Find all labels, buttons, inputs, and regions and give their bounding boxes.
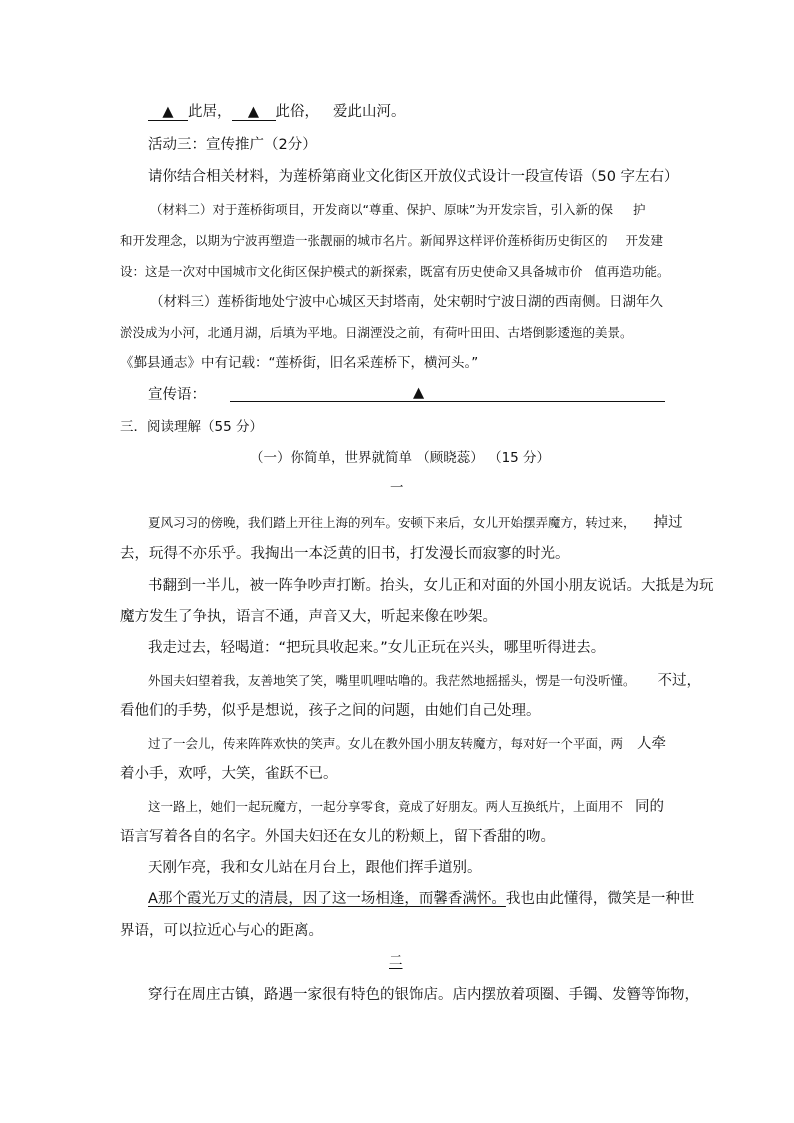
answer-line: ▲ 此居， ▲ 此俗， 爱此山河。 [148,105,406,121]
material2-line: 设：这是一次对中国城市文化街区保护模式的新探索，既富有历史使命又具备城市价 值再造功能。 [120,264,670,279]
slogan-label: 宣传语： [148,387,206,403]
section-title: 三．阅读理解（55 分） [120,419,263,435]
triangle-mark-icon: ▲ [162,104,174,120]
paragraph-line: 夏风习习的傍晚，我们踏上开往上海的列车。安顿下来后，女儿开始摆弄魔方，转过来， 掉过 [148,515,683,531]
material3-line: 《鄞县通志》中有记载：“莲桥街，旧名采莲桥下，横河头。” [120,355,479,371]
paragraph-line: 魔方发生了争执，语言不通，声音又大，听起来像在吵架。 [120,609,497,625]
material2-line: 和开发理念，以期为宁波再塑造一张靓丽的城市名片。新闻界这样评价莲桥街历史街区的 开发建 [120,233,664,248]
paragraph-line: 这一路上，她们一起玩魔方，一起分享零食，竟成了好朋友。两人互换纸片，上面用不 同的 [148,799,665,815]
answer-blank [232,105,276,121]
paragraph-line: 书翻到一半儿，被一阵争吵声打断。抬头，女儿正和对面的外国小朋友说话。大抵是为玩 [148,578,714,594]
paragraph-line: 穿行在周庄古镇，路遇一家很有特色的银饰店。店内摆放着项圈、手镯、发簪等饰物， [148,987,699,1003]
paragraph-line: 语言写着各自的名字。外国夫妇还在女儿的粉颊上，留下香甜的吻。 [120,829,555,845]
paragraph-line: 着小手，欢呼，大笑，雀跃不已。 [120,766,338,782]
paragraph-line: 过了一会儿，传来阵阵欢快的笑声。女儿在教外国小朋友转魔方，每对好一个平面，两 人牵 [148,736,667,752]
answer-blank [148,105,188,121]
article-heading: （一）你简单，世界就简单 （顾晓蕊） （15 分） [250,450,551,466]
paragraph-line: 看他们的手势，似乎是想说，孩子之间的问题，由她们自己处理。 [120,703,541,719]
paragraph-line: 外国夫妇望着我，友善地笑了笑，嘴里叽哩咕噜的。我茫然地摇摇头，愣是一句没听懂。 不过， [148,673,702,689]
instruction-text: 请你结合相关材料，为莲桥第商业文化街区开放仪式设计一段宣传语（50 字左右） [148,169,679,185]
activity-title: 活动三：宣传推广（2分） [148,137,317,153]
paragraph-line: 我走过去，轻喝道：“把玩具收起来。”女儿正玩在兴头，哪里听得进去。 [148,640,606,656]
part-marker: 二 [389,953,403,969]
underlined-sentence-a: A那个霞光万丈的清晨，因了这一场相逢，而馨香满怀。 [148,891,506,907]
triangle-mark-icon: ▲ [247,104,260,120]
paragraph-line: 去，玩得不亦乐乎。我掏出一本泛黄的旧书，打发漫长而寂寥的时光。 [120,546,570,562]
material3-line: （材料三）莲桥街地处宁波中心城区天封塔南，处宋朝时宁波日湖的西南侧。日湖年久 [150,294,663,310]
paragraph-line: 天刚乍亮，我和女儿站在月台上，跟他们挥手道别。 [148,860,482,876]
material2-line: （材料二）对于莲桥街项目，开发商以“尊重、保护、原味”为开发宗旨，引入新的保 护 [150,202,646,217]
slogan-answer-line [230,401,665,402]
paragraph-line: A那个霞光万丈的清晨，因了这一场相逢，而馨香满怀。我也由此懂得，微笑是一种世 [148,891,695,907]
part-marker: 一 [390,480,404,496]
paragraph-line: 界语，可以拉近心与心的距离。 [120,923,323,939]
triangle-mark-icon: ▲ [413,385,425,401]
material3-line: 淤没成为小河，北通月湖，后填为平地。日湖湮没之前，有荷叶田田、古塔倒影逶迤的美景。 [120,325,633,340]
